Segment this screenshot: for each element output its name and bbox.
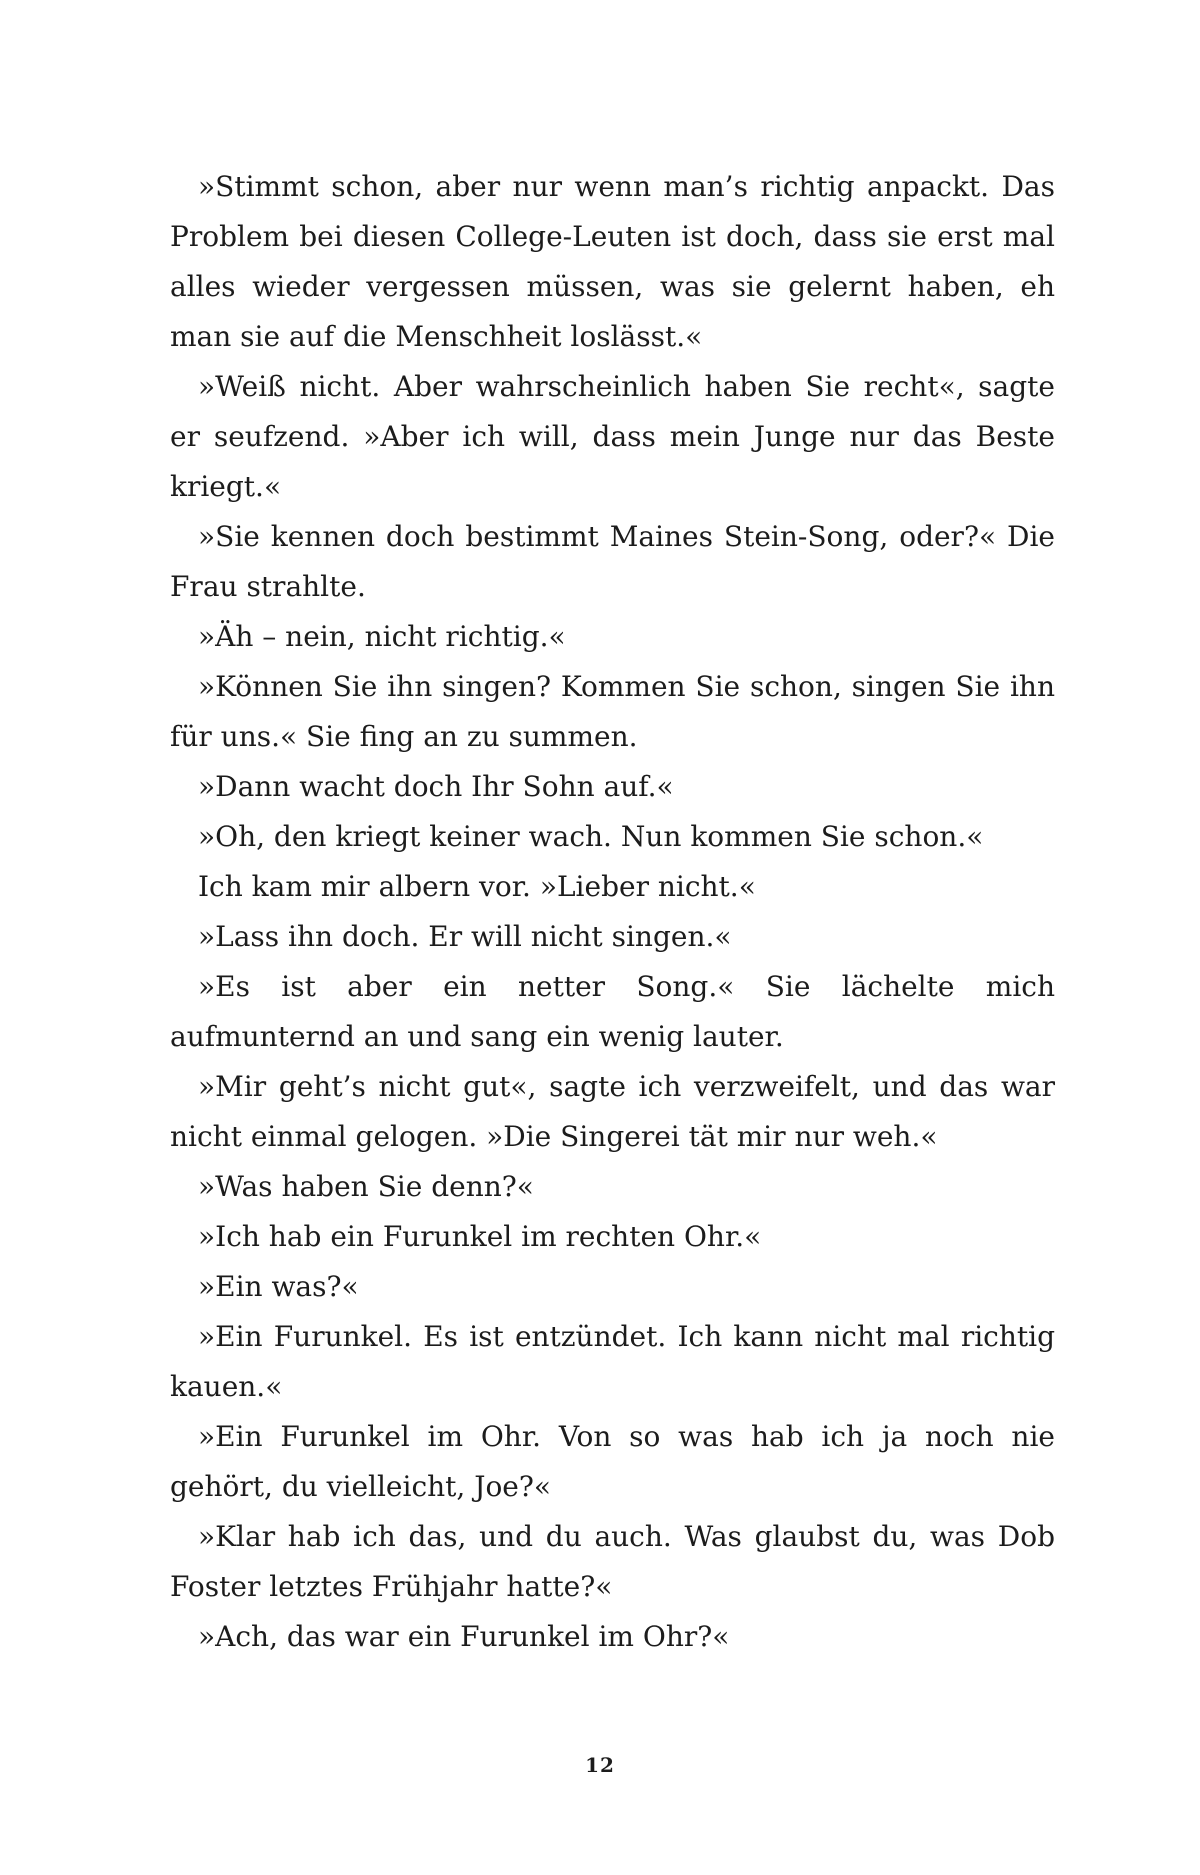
body-text	[170, 162, 1055, 1662]
paragraph: »Ich hab ein Furunkel im rechten Ohr.«	[198, 1220, 762, 1253]
paragraph: »Was haben Sie denn?«	[198, 1170, 534, 1203]
page-number: 12	[585, 1753, 615, 1777]
paragraph: »Weiß nicht. Aber wahrscheinlich haben Sie recht«, sagte er seufzend. »Aber ich will, dass mein Junge nur das Beste kriegt.«	[170, 370, 1055, 503]
paragraph: »Ein Furunkel im Ohr. Von so was hab ich ja noch nie gehört, du vielleicht, Joe?«	[170, 1420, 1055, 1503]
paragraph: »Können Sie ihn singen? Kommen Sie schon, singen Sie ihn für uns.« Sie fing an zu summen.	[170, 670, 1055, 753]
paragraph: »Dann wacht doch Ihr Sohn auf.«	[198, 770, 674, 803]
paragraph: »Ein Furunkel. Es ist entzündet. Ich kann nicht mal richtig kauen.«	[170, 1320, 1055, 1403]
paragraph: »Oh, den kriegt keiner wach. Nun kommen Sie schon.«	[198, 820, 984, 853]
paragraph: »Sie kennen doch bestimmt Maines Stein-Song, oder?« Die Frau strahlte.	[170, 520, 1055, 603]
paragraph: »Ein was?«	[198, 1270, 359, 1303]
paragraph: »Mir geht’s nicht gut«, sagte ich verzweifelt, und das war nicht einmal gelogen. »Die Singerei tät mir nur weh.«	[170, 1070, 1055, 1153]
paragraph: Ich kam mir albern vor. »Lieber nicht.«	[198, 870, 756, 903]
paragraph: »Ach, das war ein Furunkel im Ohr?«	[198, 1620, 730, 1653]
paragraph: »Klar hab ich das, und du auch. Was glaubst du, was Dob Foster letztes Frühjahr hatte?«	[170, 1520, 1055, 1603]
paragraph: »Stimmt schon, aber nur wenn man’s richtig anpackt. Das Problem bei diesen College-Leuten ist doch, dass sie erst mal alles wieder vergessen müssen, was sie gelernt haben, eh man sie auf die Menschheit loslässt.«	[170, 170, 1055, 353]
paragraph: »Lass ihn doch. Er will nicht singen.«	[198, 920, 732, 953]
paragraph: »Äh – nein, nicht richtig.«	[198, 620, 566, 653]
paragraph: »Es ist aber ein netter Song.« Sie lächelte mich aufmunternd an und sang ein wenig lauter.	[170, 970, 1055, 1053]
